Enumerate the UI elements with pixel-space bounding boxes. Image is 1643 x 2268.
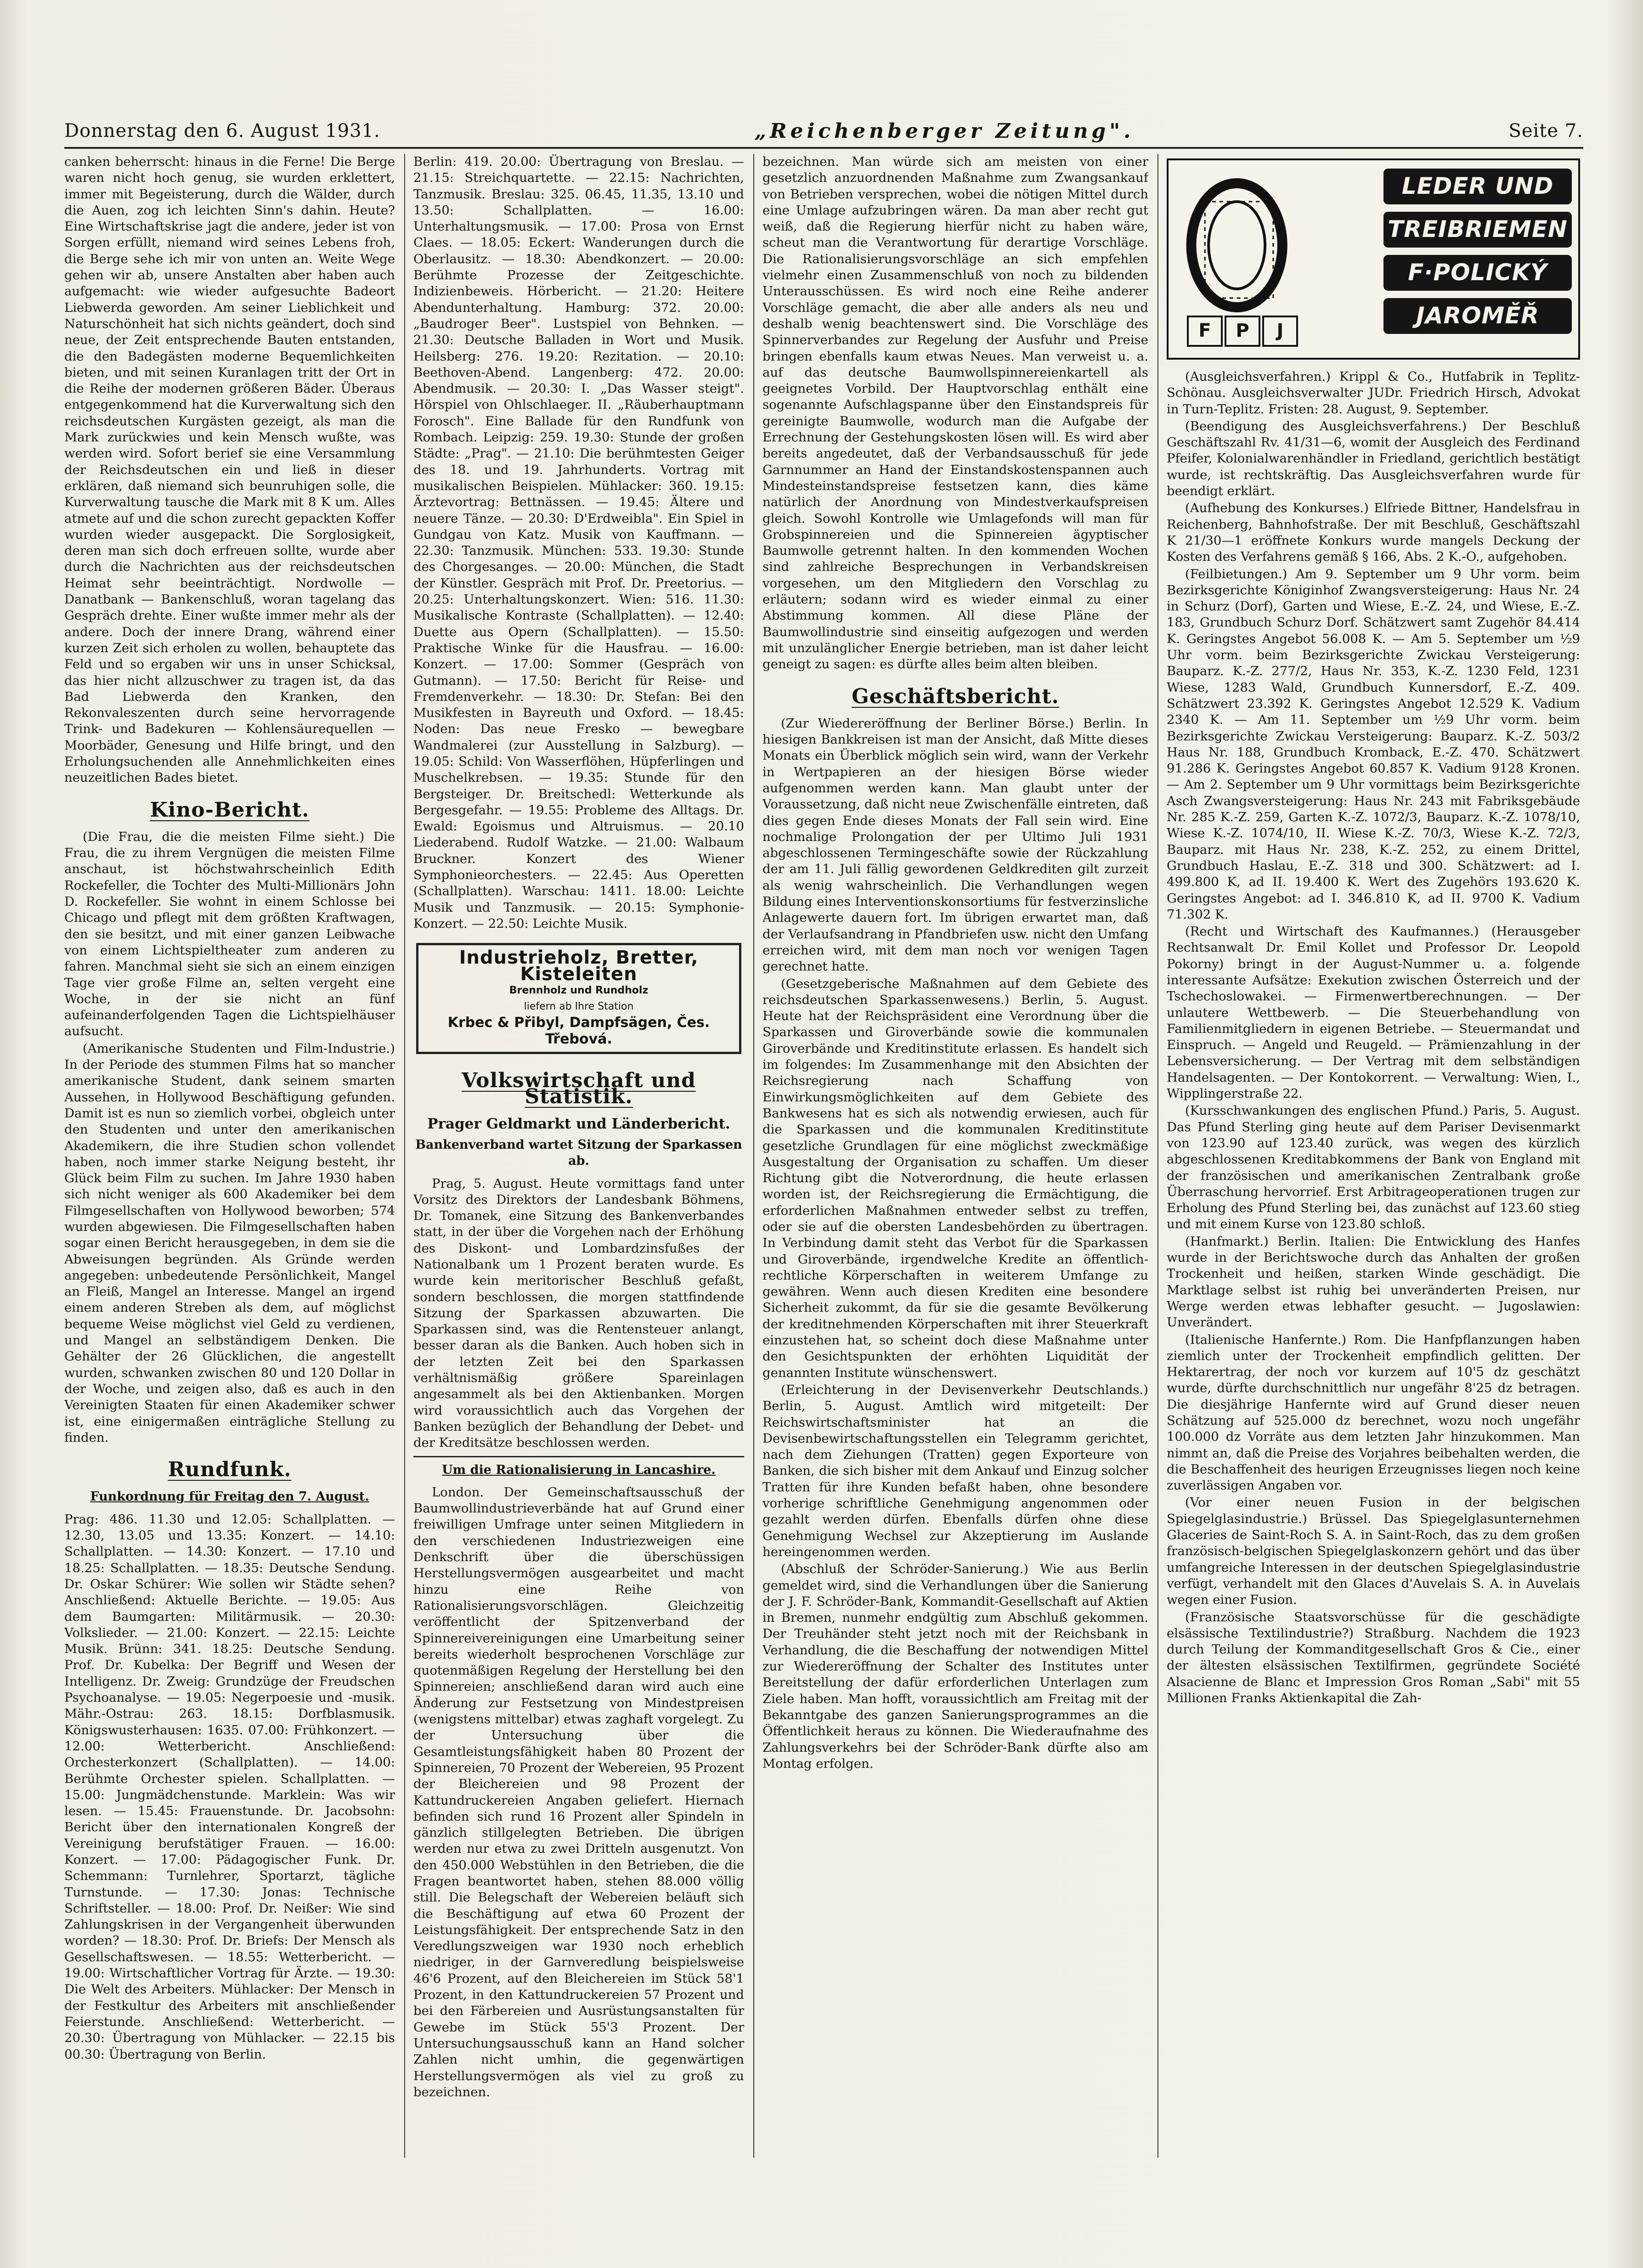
lancashire-headline: Um die Rationalisierung in Lancashire. (442, 1462, 716, 1477)
news-textilindustrie: (Französische Staatsvorschüsse für die geschädigte elsässische Textilindustrie?) Straßburg. Nachdem die 1923 durch Teilung der Kommanditgesellschaft Gros & Cie., einer der ältesten elsässischen Textilfirmen, gegründete Société Alsacienne de Blanc et Impression Gros Roman „Sabi" mit 55 Millionen Franks Aktienkapital die Zah- (1167, 1609, 1580, 1706)
news-pfund-kurs: (Kursschwankungen des englischen Pfund.) Paris, 5. August. Das Pfund Sterling ging heute auf dem Pariser Devisenmarkt von 123.90 auf 123.40 zurück, was wegen des kürzlich abgeschlossenen Kreditabkommens der Bank von England mit der französischen und amerikanischen Zentralbank große Überraschung hervorrief. Erst Arbitrageoperationen trugen zur Erholung des Pfund Sterling bei, das zunächst auf 123.60 stieg und mit einem Kurse von 123.80 schloß. (1167, 1103, 1580, 1232)
news-ausgleichsverfahren: (Ausgleichsverfahren.) Krippl & Co., Hutfabrik in Teplitz-Schönau. Ausgleichsverwalter JUDr. Friedrich Hirsch, Advokat in Turn-Teplitz. Fristen: 28. August, 9. September. (1167, 369, 1580, 417)
article-liebwerda-continuation: canken beherrscht: hinaus in die Ferne! Die Berge waren nicht hoch genug, sie wurden erklettert, immer mit Begeisterung, durch die Wälder, durch die Auen, zog ich leichten Sinn's dahin. Heute? Eine Wirtschaftskrise jagt die andere, jeder ist von Sorgen erfüllt, niemand wird seines Lebens froh, die Berge sehe ich mir von unten an. Weite Wege gehen wir ab, unsere Anstalten aber haben auch aufgemacht: wie wieder aufgesuchte Badeort Liebwerda geworden. Am seiner Lieblichkeit und Naturschönheit hat sich nichts geändert, doch sind neue, der Zeit entsprechende Bauten entstanden, die den Badegästen moderne Bequemlichkeiten bieten, und mit seinen Kuranlagen tritt der Ort in die Reihe der modernen größeren Bäder. Überaus entgegenkommend hat die Kurverwaltung sich den reichsdeutschen Kurgästen gezeigt, als man die Mark zurückwies und kein Mensch wußte, was werden wird. Sofort berief sie eine Versammlung der Reichsdeutschen ein und ließ in dieser erklären, daß niemand sich beunruhigen solle, die Kurverwaltung tausche die Mark mit 8 K um. Alles atmete auf und die schon zurecht gepackten Koffer wurden wieder ausgepackt. Die Sorglosigkeit, deren man sich doch erfreuen sollte, wurde aber durch die Nachrichten aus der reichsdeutschen Heimat sehr beeinträchtigt. Nordwolle — Danatbank — Bankenschluß, woran tagelang das Gespräch drehte. Einer wußte immer mehr als der andere. Doch der innere Drang, während einer kurzen Zeit sich erholen zu wollen, behauptete das Feld und so ergaben wir uns in unser Schicksal, das hier nicht allzuschwer zu tragen ist, da das Bad Liebwerda den Kranken, den Rekonvaleszenten durch seine hervorragende Trink- und Badekuren — Kohlensäurequellen — Moorbäder, Genesung und Hilfe bringt, und den Erholungsuchenden alle Annehmlichkeiten eines neuzeitlichen Bades bietet. (64, 154, 395, 785)
kino-bericht-heading: Kino-Bericht. (150, 798, 310, 822)
ad-company: Krbec & Přibyl, Dampfsägen, Čes. Třebová. (447, 1015, 710, 1047)
lancashire-article: London. Der Gemeinschaftsausschuß der Baumwollindustrieverbände hat auf Grund einer freiwilligen Umfrage unter seinen Mitgliedern in den verschiedenen Industriezweigen eine Denkschrift über die überschüssigen Herstellungsvermögen ausgearbeitet und macht hinzu eine Reihe von Rationalisierungsvorschlägen. Gleichzeitig veröffentlicht der Spitzenverband der Spinnereivereinigungen eine Umarbeitung seiner bereits wiederholt besprochenen Vorschläge zur quotenmäßigen Regelung der Herstellung bei den Spinnereien; anschließend daran wird auch eine Änderung zur Festsetzung von Mindestpreisen (wenigstens mittelbar) etwas zaghaft vorgelegt. Zu der Untersuchung über die Gesamtleistungsfähigkeit haben 80 Prozent der Spinnereien, 70 Prozent der Webereien, 95 Prozent der Bleichereien und 98 Prozent der Kattundruckereien Angaben geliefert. Hiernach befinden sich rund 16 Prozent aller Spindeln in gänzlich stillgelegten Betrieben. Die übrigen werden nur etwa zu zwei Dritteln ausgenutzt. Von den 450.000 Webstühlen in den Betrieben, die die Fragen beantwortet haben, stehen 88.000 völlig still. Die Belegschaft der Webereien beläuft sich die Beschäftigung auf etwa 60 Prozent der Leistungsfähigkeit. Der entsprechende Satz in den Veredlungszweigen war 1930 noch erheblich niedriger, in der Garnveredlung beispielsweise 46'6 Prozent, auf den Bleichereien im Stück 58'1 Prozent, in den Kattundruckereien 57 Prozent und bei den Färbereien und Ausrüstungsanstalten für Gewebe im Stück 55'3 Prozent. Der Untersuchungsausschuß kann an Hand solcher Zahlen nicht umhin, die gegenwärtigen Herstellungsvermögen als viel zu groß zu bezeichnen. (413, 1484, 744, 2099)
letter-j: J (1262, 316, 1298, 347)
letter-f: F (1187, 316, 1223, 347)
news-hanfernte: (Italienische Hanfernte.) Rom. Die Hanfpflanzungen haben ziemlich unter der Trockenheit empfindlich gelitten. Der Hektarertrag, der noch vor kurzem auf 10'5 dz geschätzt wurde, dürfte durchschnittlich nur ungefähr 8'25 dz betragen. Die diesjährige Hanfernte wird auf Grund dieser neuen Schätzung auf 525.000 dz berechnet, wozu noch ungefähr 100.000 dz Vorräte aus dem letzten Jahr hinzukommen. Man nimmt an, daß die Preise des Vorjahres beibehalten werden, die die Beschaffenheit des heurigen Erzeugnisses liegen noch keine zuverlässigen Angaben vor. (1167, 1332, 1580, 1493)
news-sparkassenwesen: (Gesetzgeberische Maßnahmen auf dem Gebiete des reichsdeutschen Sparkassenwesens.) Berlin, 5. August. Heute hat der Reichspräsident eine Verordnung über die Sparkassen und Giroverbände sowie die kommunalen Giroverbände und Kreditinstitute erlassen. Es handelt sich im folgendes: Im Zusammenhange mit den Absichten der Reichsregierung nach Schaffung von Einwirkungsmöglichkeiten auf dem Gebiete des Bankwesens hat es sich als notwendig erwiesen, auch für die Sparkassen und die kommunalen Kreditinstitute gesetzliche Grundlagen für eine möglichst zweckmäßige Ausgestaltung der Organisation zu schaffen. Um dieser Richtung gibt die Notverordnung, die heute erlassen worden ist, der Reichsregierung die Ermächtigung, die erforderlichen Maßnahmen entweder selbst zu treffen, oder sie auf die obersten Landesbehörden zu übertragen. In Verbindung damit steht das Verbot für die Sparkassen und Giroverbände, irgendwelche Kredite an öffentlich-rechtliche Körperschaften in weiterem Umfange zu gewähren. Wenn auch diesen Krediten eine besondere Sicherheit zukommt, da für sie die gesamte Bevölkerung der kreditnehmenden Körperschaften mit ihrer Steuerkraft einzustehen hat, so scheint doch diese Maßnahme unter den Gesichtspunkten der erhöhten Liquidität der genannten Institute wünschenswert. (762, 976, 1148, 1380)
newspaper-title: „Reichenberger Zeitung". (754, 119, 1135, 143)
news-feilbietungen: (Feilbietungen.) Am 9. September um 9 Uhr vorm. beim Bezirksgerichte Königinhof Zwangsversteigerung: Haus Nr. 24 in Schurz (Dorf), Garten und Wiese, E.-Z. 24, und Wiese, E.-Z. 183, Grundbuch Schurz Dorf. Schätzwert samt Zugehör 84.414 K. Geringstes Angebot 56.008 K. — Am 5. September um ½9 Uhr vorm. beim Bezirksgerichte Zwickau Versteigerung: Bauparz. K.-Z. 277/2, Haus Nr. 353, K.-Z. 1230 Feld, 1231 Wiese, 1283 Wald, Grundbuch Kunnersdorf, E.-Z. 409. Schätzwert 23.392 K. Geringstes Angebot 12.529 K. Vadium 2340 K. — Am 11. September um ½9 Uhr vorm. beim Bezirksgerichte Zwickau Versteigerung: Bauparz. K.-Z. 503/2 Haus Nr. 188, Grundbuch Kromback, E.-Z. 470. Schätzwert 91.286 K. Geringstes Angebot 60.857 K. Vadium 9128 Kronen. — Am 2. September um 9 Uhr vormittags beim Bezirksgerichte Asch Zwangsversteigerung: Haus Nr. 243 mit Fabriksgebäude Nr. 285 K.-Z. 259, Garten K.-Z. 1072/3, Bauparz. K.-Z. 1078/10, Wiese K.-Z. 1074/10, II. Wiese K.-Z. 70/3, Wiese K.-Z. 72/3, Bauparz. mit Haus Nr. 238, K.-Z. 252, zu einem Drittel, Grundbuch Haslau, E.-Z. 318 und 300. Schätzwert: ad I. 499.800 K, ad II. 19.400 K. Wert des Zugehörs 193.620 K. Geringstes Angebot: ad I. 346.810 K, ad II. 9700 K. Vadium 71.302 K. (1167, 566, 1580, 922)
page-header (64, 115, 1583, 149)
letter-p: P (1225, 316, 1260, 347)
ad-delivery-note: liefern ab Ihre Station (524, 1001, 634, 1013)
ad-title: Industrieholz, Bretter, Kisteleiten (459, 947, 699, 985)
rundfunk-program: Prag: 486. 11.30 und 12.05: Schallplatten. — 12.30, 13.05 und 13.35: Konzert. — 14.10: Schallplatten. — 14.30: Konzert. — 17.10 und 18.25: Schallplatten. — 18.35: Deutsche Sendung. Dr. Oskar Schürer: Wie sollen wir Städte sehen? Anschließend: Aktuelle Berichte. — 19.05: Aus dem Baumgarten: Militärmusik. — 20.30: Volkslieder. — 21.00: Konzert. — 22.15: Leichte Musik. Brünn: 341. 18.25: Deutsche Sendung. Prof. Dr. Kubelka: Der Begriff und Wesen der Intelligenz. Dr. Zweig: Grundzüge der Freudschen Psychoanalyse. — 19.05: Negerpoesie und -musik. Mähr.-Ostrau: 263. 18.15: Dorfblasmusik. Königswusterhausen: 1635. 07.00: Frühkonzert. — 12.00: Wetterbericht. Anschließend: Orchesterkonzert (Schallplatten). — 14.00: Berühmte Orchester spielen. Schallplatten. — 15.00: Jungmädchenstunde. Marklein: Was wir lesen. — 15.45: Frauenstunde. Dr. Jacobsohn: Bericht über den internationalen Kongreß der Vereinigung berufstätiger Frauen. — 16.00: Konzert. — 17.00: Pädagogischer Funk. Dr. Schemmann: Turnlehrer, Sportarzt, tägliche Turnstunde. — 17.30: Jonas: Technische Schriftsteller. — 18.00: Prof. Dr. Neißer: Wie sind Zahlungskrisen in der Vergangenheit überwunden worden? — 18.30: Prof. Dr. Briefs: Der Mensch als Gesellschaftswesen. — 18.55: Wetterbericht. — 19.00: Wirtschaftlicher Vortrag für Ärzte. — 19.30: Die Welt des Arbeiters. Mühlacker: Der Mensch in der Festkultur des Arbeiters mit anschließender Feierstunde. Anschließend: Wetterbericht. — 20.30: Übertragung von Mühlacker. — 22.15 bis 00.30: Übertragung von Berlin. (64, 1512, 395, 2062)
ad-line-leder: LEDER UND (1383, 169, 1572, 204)
news-recht-wirtschaft: (Recht und Wirtschaft des Kaufmannes.) (Herausgeber Rechtsanwalt Dr. Emil Kollet und Professor Dr. Leopold Pokorny) bringt in der August-Nummer u. a. folgende interessante Aufsätze: Exekution zwischen Österreich und der Tschechoslowakei. — Firmenwertberechnungen. — Der unlautere Wettbewerb. — Die Steuerbehandlung von Familienmitgliedern in eigenen Betriebe. — Steuermandat und Einspruch. — Angeld und Reugeld. — Prämienzahlung in der Lebensversicherung. — Der Vertrag mit dem selbständigen Handelsagenten. — Der Kontokorrent. — Verwaltung: Wien, I., Wipplingerstraße 22. (1167, 924, 1580, 1101)
lancashire-article-continued: bezeichnen. Man würde sich am meisten von einer gesetzlich anzuordnenden Maßnahme zum Zwangsankauf von Betrieben versprechen, wobei die nötigen Mittel durch eine Umlage aufzubringen wären. Da man aber recht gut weiß, daß die Regierung hierfür nicht zu haben wäre, scheut man die Verantwortung für derartige Vorschläge. Die Rationalisierungsvorschläge an sich empfehlen vielmehr einen Zusammenschluß von noch zu bildenden Unterausschüssen. Es wird noch eine Reihe anderer Vorschläge gemacht, die aber alle anders als neu und deshalb wenig beachtenswert sind. Die Vorschläge des Spinnerverbandes zur Regelung der Ausfuhr und Preise bringen ebenfalls kaum etwas Neues. Man verweist u. a. auf das deutsche Baumwollspinnereienkartell als geeignetes Vorbild. Der Hauptvorschlag enthält eine sogenannte Aufschlagspanne über den Einstandspreis für gereinigte Baumwolle, wodurch man die Aufgabe der Errechnung der Gestehungskosten lösen will. Es wird aber bereits angedeutet, daß der Verbandsausschuß für jede Garnnummer an Hand der Einstandskostenspannen auch Mindesteinstandspreise festsetzen kann, dies käme natürlich der Anordnung von Mindestverkaufspreisen gleich. Sowohl Kontrolle wie Umlagefonds will man für Grobspinnereien und die Spinnereien ägyptischer Baumwolle getrennt halten. In den kommenden Wochen sind zahlreiche Besprechungen in Verbandskreisen vorgesehen, um den Mitgliedern den Vorschlag zu erläutern; sodann wird es wieder einmal zu einer Abstimmung kommen. All diese Pläne der Baumwollindustrie sind einseitig aufgezogen und werden mit unzulänglicher Energie betrieben, man ist daher leicht geneigt zu sagen: es dürfte alles beim alten bleiben. (762, 154, 1148, 672)
geschaeftsbericht-heading: Geschäftsbericht. (852, 684, 1059, 708)
fpj-letters (1187, 316, 1300, 347)
news-spiegelglas: (Vor einer neuen Fusion in der belgischen Spiegelglasindustrie.) Brüssel. Das Spiegelglasunternehmen Glaceries de Saint-Roch S. A. in Saint-Roch, das zu dem großen französisch-belgischen Spiegelglaskonzern gehört und das über umfangreiche Interessen in der deutschen Spiegelglasindustrie verfügt, verhandelt mit den Glaces d'Auvelais S. A. in Auvelais wegen einer Fusion. (1167, 1495, 1580, 1608)
rundfunk-subheading: Funkordnung für Freitag den 7. August. (90, 1489, 369, 1504)
column-4 (1167, 154, 1580, 2158)
column-3 (762, 154, 1148, 2158)
kino-article-rockefeller: (Die Frau, die die meisten Filme sieht.) Die Frau, die zu ihrem Vergnügen die meisten Filme anschaut, ist höchstwahrscheinlich Edith Rockefeller, die Tochter des Multi-Millionärs John D. Rockefeller. Sie wohnt in einem Schlosse bei Chicago und pflegt mit dem größten Kraftwagen, den sie besitzt, und mit einer ganzen Leibwache von einem Lichtspieltheater zum anderen zu fahren. Manchmal sieht sie sich an einem einzigen Tage vier große Filme an, selten vergeht eine Woche, in der sie nicht an fünf aufeinanderfolgenden Tagen die Lichtspielhäuser aufsucht. (64, 829, 395, 1039)
bankenverband-article: Prag, 5. August. Heute vormittags fand unter Vorsitz des Direktors der Landesbank Böhmens, Dr. Tomanek, eine Sitzung des Bankenverbandes statt, in der über die Vorgehen nach der Erhöhung des Diskont- und Lombardzinsfußes der Nationalbank um 1 Prozent beraten wurde. Es wurde kein meritorischer Beschluß gefaßt, sondern beschlossen, die morgen stattfindende Sitzung der Sparkassen abzuwarten. Die Sparkassen sind, was die Rentensteuer anlangt, besser daran als die Banken. Auch hoben sich in der letzten Zeit bei den Sparkassen verhältnismäßig größere Spareinlagen angesammelt als bei den Aktienbanken. Morgen wird voraussichtlich auch das Vorgehen der Banken bezüglich der Behandlung der Debet- und der Kreditsätze beschlossen werden. (413, 1176, 744, 1450)
ad-subtitle: Brennholz und Rundholz (509, 984, 649, 996)
column-rule (1157, 154, 1158, 2158)
news-hanfmarkt: (Hanfmarkt.) Berlin. Italien: Die Entwicklung des Hanfes wurde in der Berichtswoche durch das Anhalten der großen Trockenheit und heißen, starken Winde geschädigt. Die Marktlage selbst ist ruhig bei unveränderten Preisen, nur Werge werden etwas lebhafter gesucht. — Jugoslawien: Unverändert. (1167, 1234, 1580, 1330)
ad-line-jaromer: JAROMĚŘ (1383, 298, 1572, 334)
page-number: Seite 7. (1508, 120, 1583, 141)
column-1 (64, 154, 395, 2158)
bankenverband-headline: Bankenverband wartet Sitzung der Sparkassen ab. (415, 1137, 742, 1168)
news-berliner-boerse: (Zur Wiedereröffnung der Berliner Börse.) Berlin. In hiesigen Bankkreisen ist man der Ansicht, daß Mitte dieses Monats ein Überblick möglich sein wird, wann der Verkehr in Wertpapieren an der hiesigen Börse wieder aufgenommen werden kann. Man glaubt unter der Voraussetzung, daß nicht neue Zwischenfälle eintreten, daß dies gegen Ende dieses Monats der Fall sein wird. Eine nochmalige Prolongation der per Ultimo Juli 1931 abgeschlossenen Termingeschäfte sowie der Rückzahlung der am 11. Juli fällig gewordenen Geldkrediten gilt zurzeit als wenig wahrscheinlich. Die Verhandlungen wegen Bildung eines Interventionskonsortiums für festverzinsliche Anlagewerte dauern fort. Im übrigen erwartet man, daß der Verlaufsandrang in Pfandbriefen usw. nicht den Umfang erreichen wird, mit dem man noch vor wenigen Tagen gerechnet hatte. (762, 716, 1148, 974)
news-schroeder-sanierung: (Abschluß der Schröder-Sanierung.) Wie aus Berlin gemeldet wird, sind die Verhandlungen über die Sanierung der J. F. Schröder-Bank, Kommandit-Gesellschaft auf Aktien in Bremen, nunmehr endgültig zum Abschluß gekommen. Der Treuhänder steht jetzt noch mit der Reichsbank in Verhandlung, die die Beschaffung der notwendigen Mittel zur Wiedereröffnung der Schalter des Institutes unter Bereitstellung der dafür erforderlichen Unterlagen zum Ziele haben. Man hofft, voraussichtlich am Freitag mit der Bekanntgabe des ganzen Sanierungsprogrammes an die Öffentlichkeit heraus zu können. Die Wiederaufnahme des Zahlungsverkehrs bei der Schröder-Bank dürfte also am Montag erfolgen. (762, 1562, 1148, 1771)
news-beendigung-ausgleich: (Beendigung des Ausgleichsverfahrens.) Der Beschluß Geschäftszahl Rv. 41/31—6, womit der Ausgleich des Ferdinand Pfeifer, Kolonialwarenhändler in Friedland, gerichtlich bestätigt wurde, ist rechtskräftig. Das Ausgleichsverfahren wurde für beendigt erklärt. (1167, 418, 1580, 499)
volkswirtschaft-heading: Volkswirtschaft und Statistik. (462, 1069, 696, 1109)
column-rule (753, 154, 754, 2158)
rundfunk-heading: Rundfunk. (168, 1458, 292, 1482)
news-devisenverkehr: (Erleichterung in der Devisenverkehr Deutschlands.) Berlin, 5. August. Amtlich wird mitgeteilt: Der Reichswirtschaftsminister hat an die Devisenbewirtschaftungsstellen ein Telegramm gerichtet, nach dem Ziehungen (Tratten) gegen Exporteure von Banken, die sich bisher mit dem Ankauf und Einzug solcher Tratten für ihre Kunden befaßt haben, ohne besondere vorherige schriftliche Genehmigung angenommen oder gezahlt werden dürfen. Ebenfalls dürfen ohne diese Genehmigung Wechsel zur Akzeptierung im Auslande hereingenommen werden. (762, 1382, 1148, 1559)
ad-line-policky: F·POLICKÝ (1383, 255, 1572, 291)
news-aufhebung-konkurs: (Aufhebung des Konkurses.) Elfriede Bittner, Handelsfrau in Reichenberg, Bahnhofstraße. Der mit Beschluß, Geschäftszahl K 21/30—1 eröffnete Konkurs wurde mangels Deckung der Kosten des Verfahrens gemäß § 166, Abs. 2 K.-O., aufgehoben. (1167, 501, 1580, 564)
geldmarkt-subheading: Prager Geldmarkt und Länderbericht. (427, 1115, 730, 1132)
advertisement-policky (1167, 158, 1580, 360)
column-rule (404, 154, 405, 2158)
ad-line-treibriemen: TREIBRIEMEN (1383, 212, 1572, 248)
section-divider (413, 1456, 744, 1457)
issue-date: Donnerstag den 6. August 1931. (64, 120, 380, 141)
rundfunk-program-continued: Berlin: 419. 20.00: Übertragung von Breslau. — 21.15: Streichquartette. — 22.15: Nachrichten, Tanzmusik. Breslau: 325. 06.45, 11.35, 13.10 und 13.50: Schallplatten. — 16.00: Unterhaltungsmusik. — 17.00: Prosa von Ernst Claes. — 18.05: Eckert: Wanderungen durch die Oberlausitz. — 18.30: Abendkonzert. — 20.00: Berühmte Prozesse der Zeitgeschichte. Indizienbeweis. Hörbericht. — 21.20: Heitere Abendunterhaltung. Hamburg: 372. 20.00: „Baudroger Beer". Lustspiel von Behnken. — 21.30: Deutsche Balladen in Wort und Musik. Heilsberg: 276. 19.20: Rezitation. — 20.10: Beethoven-Abend. Langenberg: 472. 20.00: Abendmusik. — 20.30: I. „Das Wasser steigt". Hörspiel von Ohlschlaeger. II. „Räuberhauptmann Forosch". Eine Ballade für den Rundfunk von Rombach. Leipzig: 259. 19.30: Stunde der großen Städte: „Prag". — 21.10: Die berühmtesten Geiger des 18. und 19. Jahrhunderts. Vortrag mit musikalischen Beispielen. Mühlacker: 360. 19.15: Ärztevortrag: Bettnässen. — 19.45: Ältere und neuere Tänze. — 20.30: D'Erdweibla". Ein Spiel in Gundgau von Katz. Musik von Kauffmann. — 22.30: Tanzmusik. München: 533. 19.30: Stunde des Chorgesanges. — 20.00: München, die Stadt der Künstler. Gespräch mit Prof. Dr. Preetorius. — 20.25: Unterhaltungskonzert. Wien: 516. 11.30: Musikalische Kontraste (Schallplatten). — 12.40: Duette aus Opern (Schallplatten). — 15.50: Praktische Winke für die Hausfrau. — 16.00: Konzert. — 17.00: Sommer (Gespräch von Gutmann). — 17.50: Bericht für Reise- und Fremdenverkehr. — 18.30: Dr. Stefan: Bei den Musikfesten in Bayreuth und Oxford. — 18.45: Noden: Das neue Fresko — bewegbare Wandmalerei (zur Ausstellung in Salzburg). — 19.05: Schild: Von Wasserflöhen, Hüpferlingen und Muschelkrebsen. — 19.35: Stunde für den Bergsteiger. Dr. Breitschedl: Wetterkunde als Bergesgefahr. — 19.55: Probleme des Alltags. Dr. Ewald: Egoismus und Altruismus. — 20.10 Liederabend. Rudolf Watzke. — 21.00: Walbaum Bruckner. Konzert des Wiener Symphonieorchesters. — 22.45: Aus Operetten (Schallplatten). Warschau: 1411. 18.00: Leichte Musik und Tanzmusik. — 20.15: Symphonie-Konzert. — 22.50: Leichte Musik. (413, 154, 744, 931)
advertisement-industrieholz (416, 943, 741, 1054)
kino-article-students: (Amerikanische Studenten und Film-Industrie.) In der Periode des stummen Films hat so mancher amerikanische Student, dank seinem smarten Aussehen, in Hollywood Beschäftigung gefunden. Damit ist es nun so ziemlich vorbei, obgleich unter den Studenten und unter den amerikanischen Akademikern, die ihre Studien schon vollendet haben, noch immer starke Neigung besteht, ihr Glück beim Film zu suchen. Im Jahre 1930 haben sich nicht weniger als 600 Akademiker bei dem Filmgesellschaften von Hollywood beworben; 574 wurden abgewiesen. Die Filmgesellschaften haben sogar einen Bericht herausgegeben, in dem sie die Abweisungen begründen. Als Gründe werden angegeben: unbedeutende Persönlichkeit, Mangel an Fleiß, Mangel an Interesse. Mangel an irgend einem anderen Streben als dem, auf möglichst bequeme Weise möglichst viel Geld zu verdienen, und Mangel an selbständigem Denken. Die Gehälter der 26 Glücklichen, die angestellt wurden, schwanken zwischen 80 und 120 Dollar in der Woche, und zeigen also, daß es auch in den Vereinigten Staaten für einen Akademiker schwer ist, eine einigermaßen einträgliche Stellung zu finden. (64, 1041, 395, 1445)
column-2 (413, 154, 744, 2158)
